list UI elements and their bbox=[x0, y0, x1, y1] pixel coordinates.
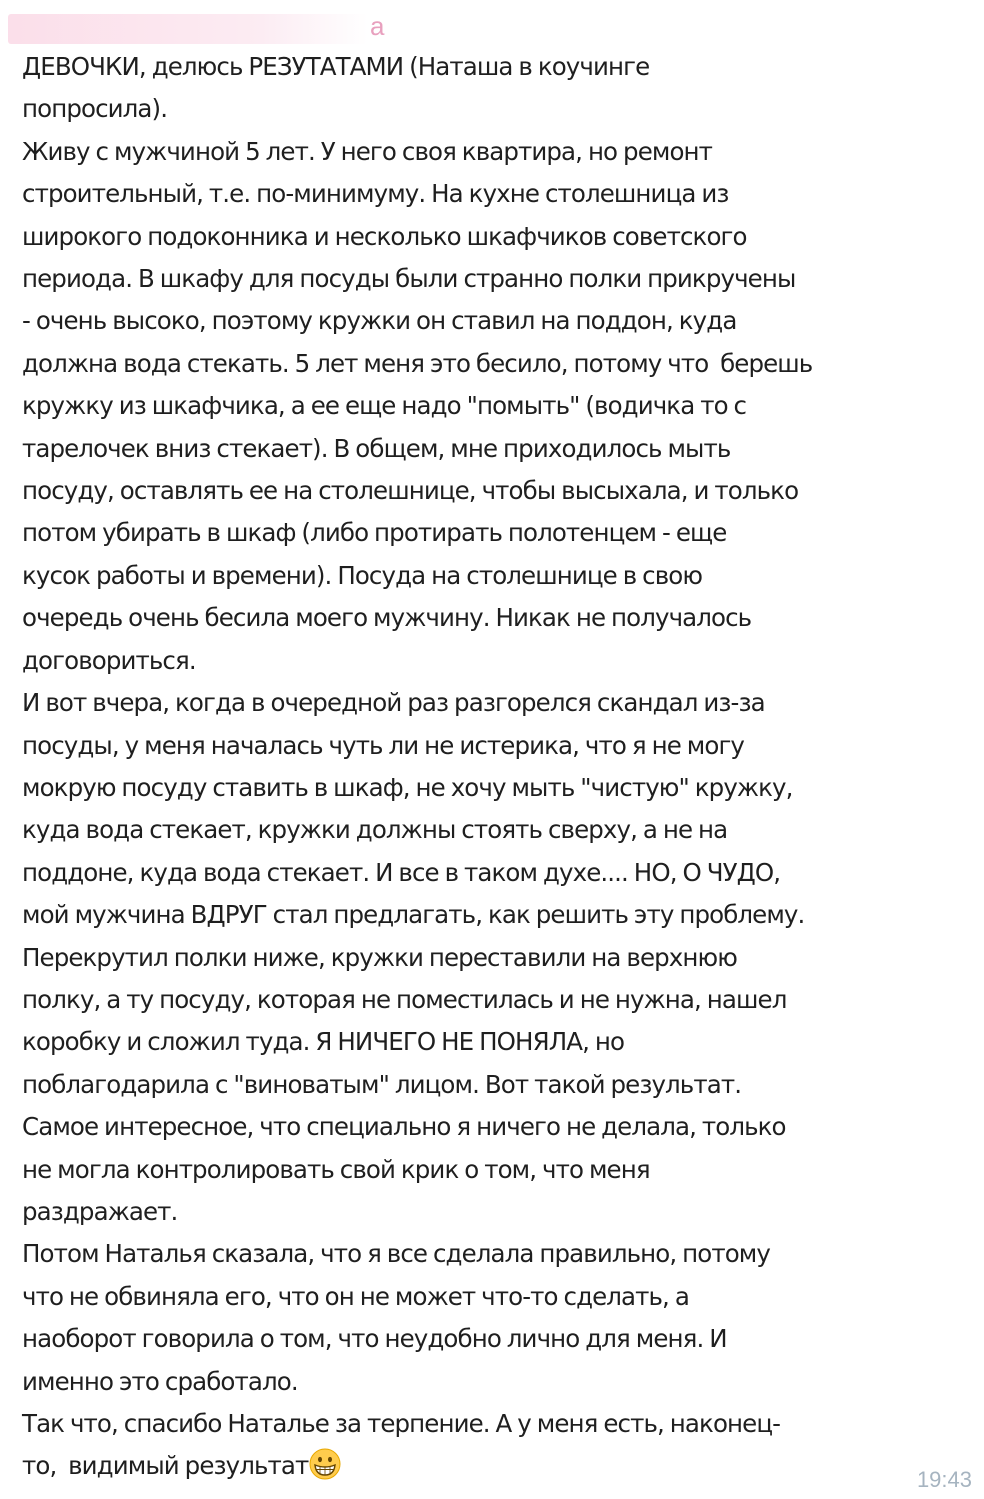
message-line: кружку из шкафчика, а ее еще надо "помыть" (водичка то с bbox=[22, 391, 747, 421]
message-line: Перекрутил полки ниже, кружки переставили на верхнюю bbox=[22, 942, 737, 972]
sender-name-fragment: а bbox=[370, 11, 385, 41]
message-time: 19:43 bbox=[916, 1467, 972, 1492]
message-line: Живу с мужчиной 5 лет. У него своя квартира, но ремонт bbox=[22, 136, 713, 166]
message-line: Так что, спасибо Наталье за терпение. А у меня есть, наконец- bbox=[22, 1409, 781, 1438]
message-line: не могла контролировать свой крик о том, что меня bbox=[22, 1154, 650, 1184]
message-line: договориться. bbox=[22, 645, 196, 675]
message-line: что не обвиняла его, что он не может что-то сделать, а bbox=[22, 1281, 689, 1311]
message-line: посуды, у меня началась чуть ли не истерика, что я не могу bbox=[22, 730, 745, 760]
message-line: полку, а ту посуду, которая не поместилась и не нужна, нашел bbox=[22, 984, 787, 1014]
message-line: широкого подоконника и несколько шкафчиков советского bbox=[22, 221, 747, 251]
message-line: ДЕВОЧКИ, делюсь РЕЗУТАТАМИ (Наташа в коучинге bbox=[22, 52, 650, 81]
message-line: раздражает. bbox=[22, 1196, 178, 1226]
message-line: потом убирать в шкаф (либо протирать полотенцем - еще bbox=[22, 518, 727, 548]
message-line: кусок работы и времени). Посуда на столешнице в свою bbox=[22, 560, 703, 590]
message-line: строительный, т.е. по-минимуму. На кухне столешница из bbox=[22, 179, 729, 209]
sender-name-blur bbox=[8, 14, 368, 44]
message-line: мокрую посуду ставить в шкаф, не хочу мыть "чистую" кружку, bbox=[22, 772, 793, 802]
message-line: то, видимый результат bbox=[22, 1445, 972, 1487]
message-line: Потом Наталья сказала, что я все сделала правильно, потому bbox=[22, 1239, 770, 1269]
message-line: И вот вчера, когда в очередной раз разгорелся скандал из-за bbox=[22, 688, 765, 718]
message-line: - очень высоко, поэтому кружки он ставил на поддон, куда bbox=[22, 306, 737, 336]
message-line: должна вода стекать. 5 лет меня это бесило, потому что берешь bbox=[22, 348, 813, 378]
message-line: коробку и сложил туда. Я НИЧЕГО НЕ ПОНЯЛА, но bbox=[22, 1027, 625, 1057]
message-line: периода. В шкафу для посуды были странно полки прикручены bbox=[22, 264, 796, 294]
grinning-face-emoji bbox=[309, 1448, 341, 1480]
message-line: тарелочек вниз стекает). В общем, мне приходилось мыть bbox=[22, 433, 731, 463]
message-line: мой мужчина ВДРУГ стал предлагать, как решить эту проблему. bbox=[22, 900, 805, 930]
message-line: именно это сработало. bbox=[22, 1366, 298, 1396]
message-line: наоборот говорила о том, что неудобно лично для меня. И bbox=[22, 1324, 727, 1354]
message-line: посуду, оставлять ее на столешнице, чтобы высыхала, и только bbox=[22, 476, 799, 506]
sender-name-redacted[interactable] bbox=[8, 4, 388, 44]
message-line: поблагодарила с "виноватым" лицом. Вот такой результат. bbox=[22, 1069, 742, 1099]
message-line: куда вода стекает, кружки должны стоять сверху, а не на bbox=[22, 815, 728, 845]
message-line: поддоне, куда вода стекает. И все в таком духе.... НО, О ЧУДО, bbox=[22, 857, 781, 887]
message-text bbox=[22, 46, 972, 1488]
message-line: попросила). bbox=[22, 94, 168, 124]
message-line: очередь очень бесила моего мужчину. Никак не получалось bbox=[22, 603, 752, 633]
message-line: Самое интересное, что специально я ничего не делала, только bbox=[22, 1112, 786, 1142]
